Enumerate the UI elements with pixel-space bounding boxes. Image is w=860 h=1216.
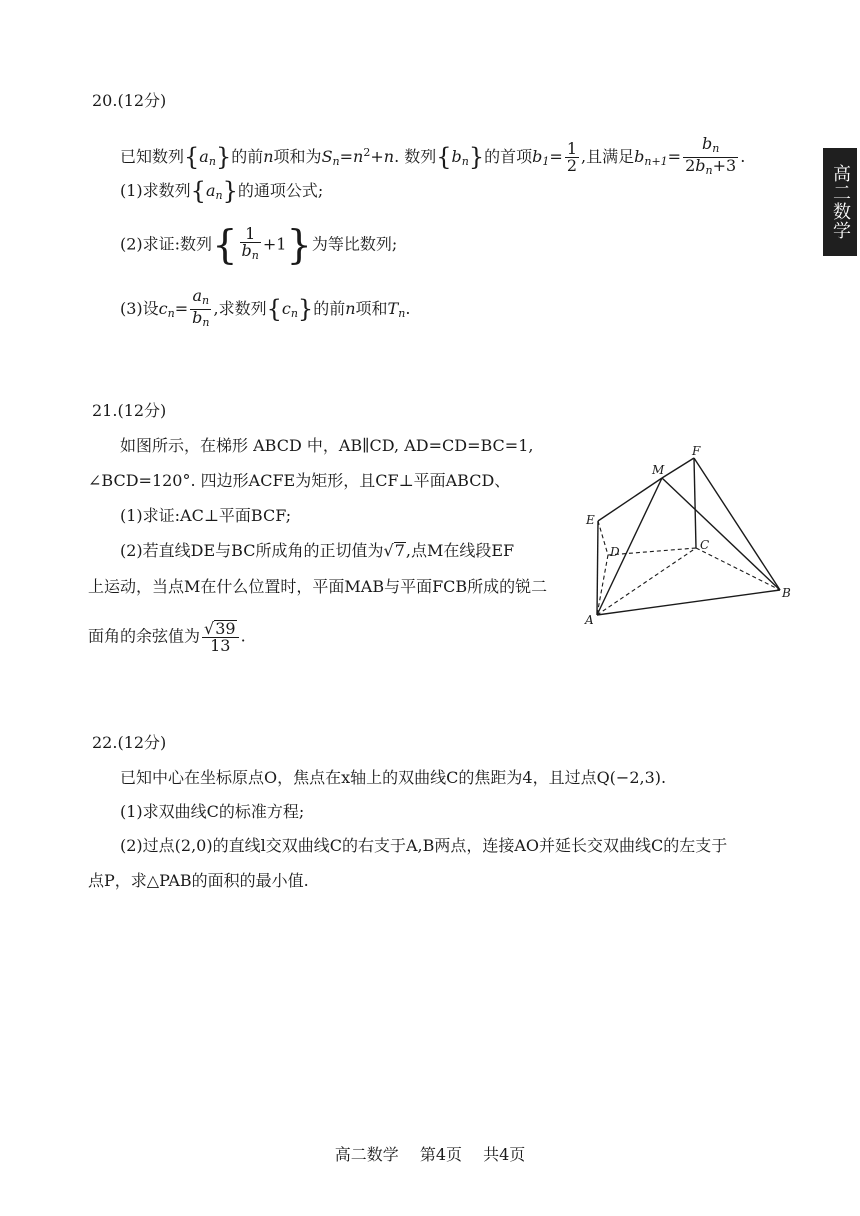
edge-FB <box>694 458 780 590</box>
q20-part3-suffix2: 项和 <box>355 299 388 318</box>
q20-intro-text-6: ,且满足 <box>581 147 635 166</box>
q20-part2-prefix: (2)求证:数列 <box>120 234 213 254</box>
q22-line4: 点P，求△PAB的面积的最小值. <box>88 871 309 890</box>
q20-part3-prefix: (3)设 <box>120 299 159 318</box>
q20-part3: (3)设$c_n=$ $\frac{a_n}{b_n}$ ,求数列$\{c_n\}$的前n项和$T_n$. <box>120 286 411 329</box>
q21-cos-frac: $\frac{√39}{13}$ <box>202 620 239 654</box>
edge-MF <box>662 458 694 478</box>
q21-line4-b: ,点M在线段EF <box>405 541 515 560</box>
q21-frac-num: 39 <box>215 619 236 638</box>
q21-sqrt-value: 7 <box>394 541 405 560</box>
q21-frac-den: 13 <box>210 636 231 655</box>
q21-line2: ∠BCD=120°. 四边形ACFE为矩形，且CF⊥平面ABCD、 <box>88 471 511 490</box>
label-M: M <box>652 463 665 477</box>
footer-page: 第4页 <box>419 1145 462 1164</box>
q20-part3-mid: ,求数列 <box>213 299 267 318</box>
label-A: A <box>585 613 594 627</box>
footer-total: 共4页 <box>483 1145 526 1164</box>
side-subject-tab: 高二数学 <box>823 148 857 256</box>
q22-line3: (2)过点(2,0)的直线l交双曲线C的右支于A,B两点，连接AO并延长交双曲线C的左支于 <box>120 836 728 855</box>
q20-recurrence-frac: $\frac{b_n}{2b_n+3}$ <box>685 134 737 177</box>
q20-part3-suffix1: 的前 <box>313 299 346 318</box>
q21-line5: 上运动，当点M在什么位置时，平面MAB与平面FCB所成的锐二 <box>88 577 548 596</box>
q20-part2-suffix: 为等比数列; <box>311 234 398 254</box>
label-E: E <box>586 513 595 527</box>
edge-MB <box>662 478 780 590</box>
q20-intro-text-2: 的前 <box>231 147 264 166</box>
label-D: D <box>610 545 620 559</box>
edge-AM <box>597 478 662 615</box>
q21-line4-a: (2)若直线DE与BC所成角的正切值为 <box>120 541 384 560</box>
q20-part3-frac: $\frac{a_n}{b_n}$ <box>192 286 210 329</box>
edge-CB <box>696 548 780 590</box>
q21-line6-a: 面角的余弦值为 <box>88 626 201 646</box>
q21-line6: 面角的余弦值为 $\frac{√39}{13}$ . <box>88 619 246 655</box>
label-C: C <box>700 538 710 552</box>
edge-AB <box>597 590 780 615</box>
label-F: F <box>692 444 701 458</box>
edge-FC <box>694 458 696 548</box>
page-footer <box>0 1142 860 1165</box>
q20-intro-text-5: 的首项 <box>484 147 533 166</box>
footer-subject: 高二数学 <box>334 1145 399 1164</box>
q20-frac-half: $\frac{1}{2}$ <box>566 139 578 175</box>
q21-line1: 如图所示，在梯形 ABCD 中，AB∥CD, AD=CD=BC=1, <box>120 436 534 455</box>
edge-DA <box>597 555 608 615</box>
label-B: B <box>782 586 791 600</box>
edge-DC <box>608 548 696 555</box>
q20-part2: (2)求证:数列{ $\frac{1}{b_n}$ +1}为等比数列; <box>120 222 398 269</box>
q20-part1-prefix: (1)求数列 <box>120 181 191 200</box>
q20-part1: (1)求数列$\{a_n\}$的通项公式; <box>120 177 324 205</box>
q21-heading: 21.(12分) <box>92 401 167 420</box>
q20-intro-text-4: . 数列 <box>394 147 437 166</box>
edge-EA <box>597 521 598 615</box>
q21-line3: (1)求证:AC⊥平面BCF; <box>120 506 292 525</box>
q20-intro-text-1: 已知数列 <box>120 147 185 166</box>
q22-line2: (1)求双曲线C的标准方程; <box>120 802 305 821</box>
q21-line4: (2)若直线DE与BC所成角的正切值为√7,点M在线段EF <box>120 541 515 560</box>
q22-heading: 22.(12分) <box>92 733 167 752</box>
q20-heading: 20.(12分) <box>92 91 167 110</box>
q20-intro: 已知数列$\{a_n\}$的前n项和为$S_n=n^2+n$. 数列$\{b_n\}$的首项$b_1=$ $\frac{1}{2}$ ,且满足$b_{n+1}=$ $\frac{b_n}{2b_n+3}$ . <box>120 134 746 177</box>
q22-line1: 已知中心在坐标原点O，焦点在x轴上的双曲线C的焦距为4，且过点Q(−2,3). <box>120 768 667 787</box>
q20-part1-suffix: 的通项公式; <box>237 181 324 200</box>
q20-part2-frac: $\frac{1}{b_n}$ <box>241 224 259 262</box>
q20-intro-text-3: 项和为 <box>273 147 322 166</box>
edge-ED <box>598 521 608 555</box>
